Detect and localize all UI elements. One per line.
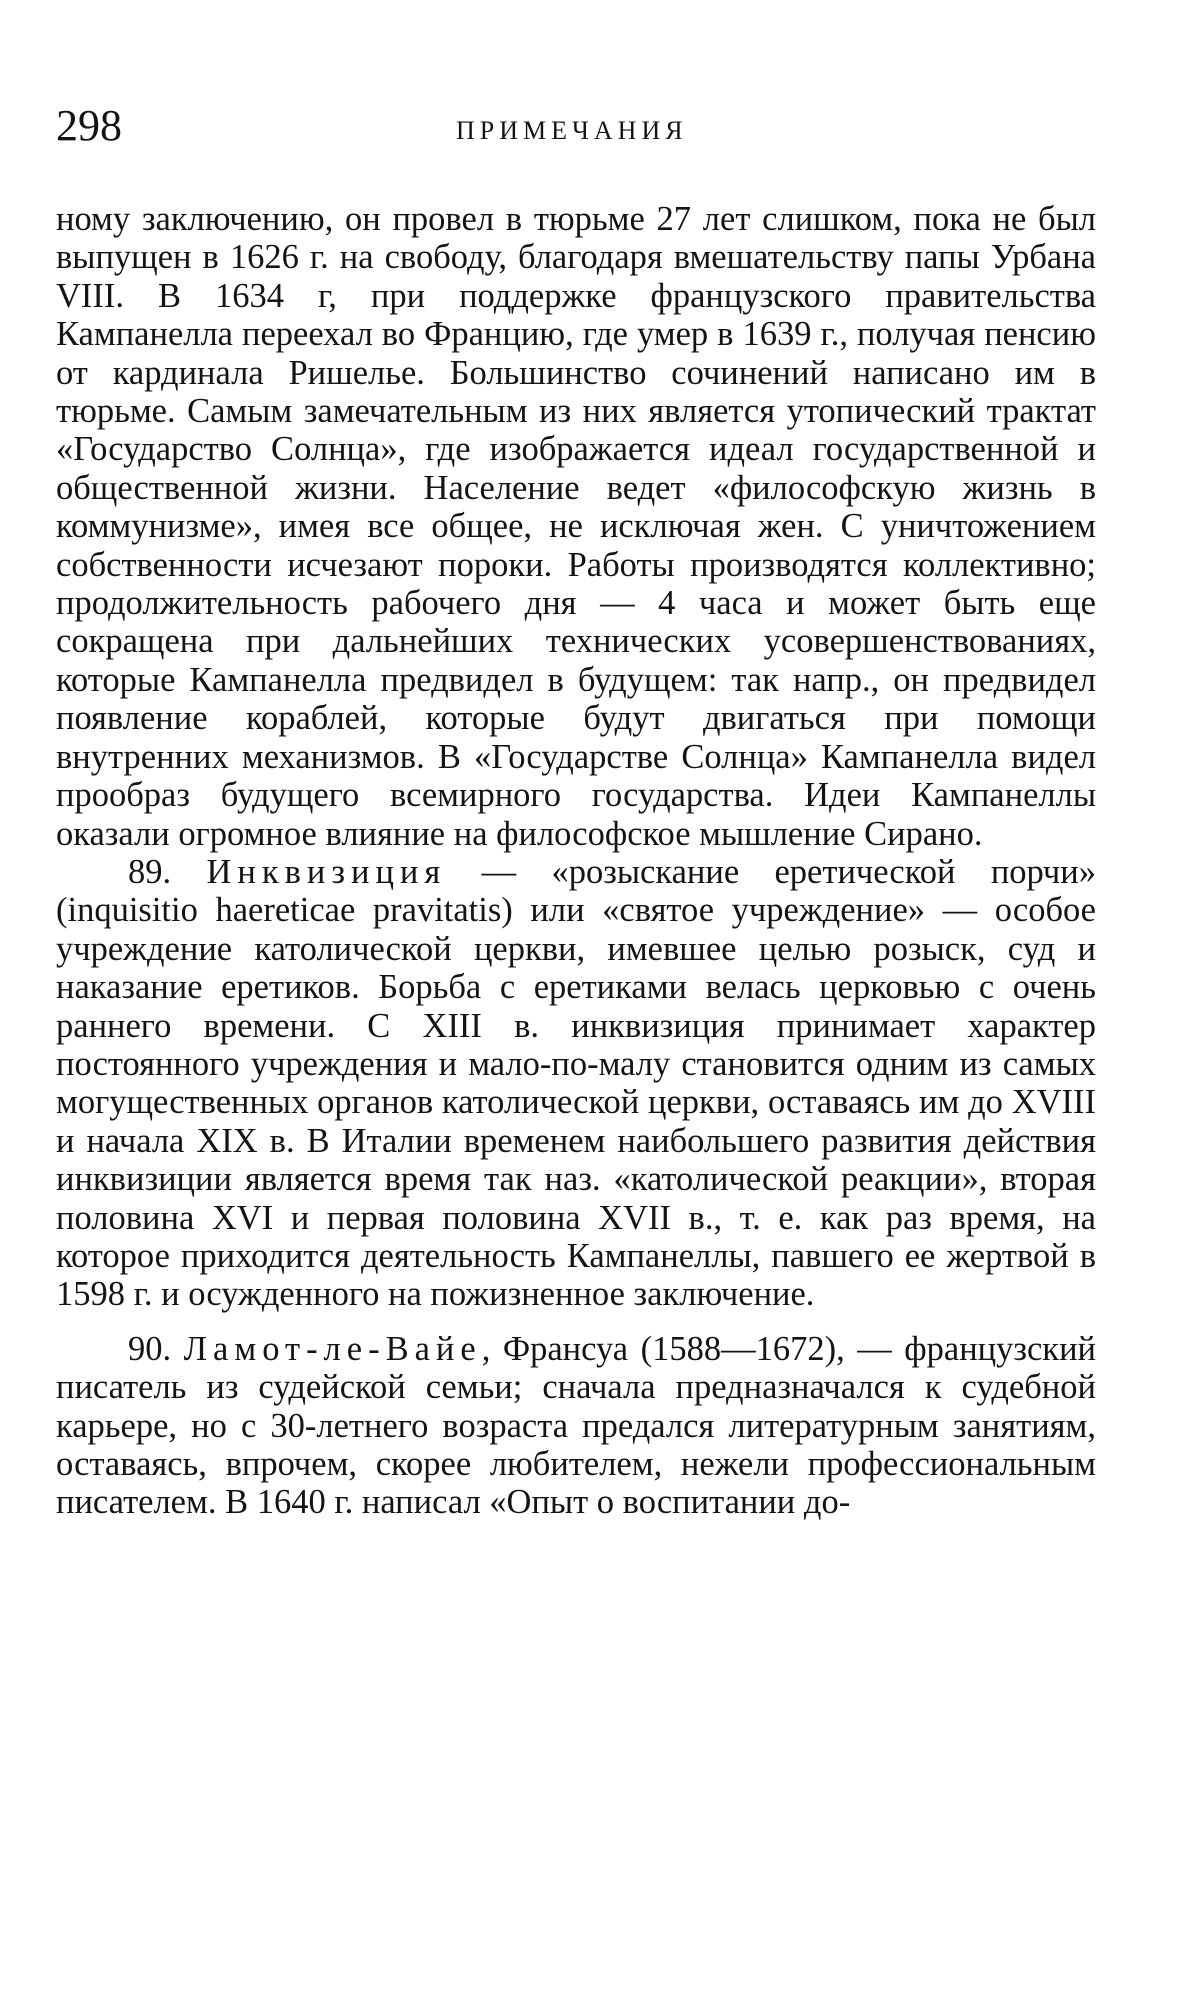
note-90-text: , Франсуа (1588—1672), — французский писатель из судейской семьи; сначала предназначался к судебной карьере, но с 30-летнего возраста предался литературным занятиям, оставаясь, впрочем, скорее любителем, нежели профессиональным писателем. В 1640 г. написал «Опыт о воспитании до-	[56, 1329, 1096, 1522]
running-head: ПРИМЕЧАНИЯ	[456, 116, 688, 145]
note-89-text: — «розыскание еретической порчи» (inquisitio haereticae pravitatis) или «святое учреждение» — особое учреждение католической церкви, имевшее целью розыск, суд и наказание еретиков. Борьба с еретиками велась церковью с очень раннего времени. С XIII в. инквизиция принимает характер постоянного учреждения и мало-по-малу становится одним из самых могущественных органов католической церкви, оставаясь им до XVIII и начала XIX в. В Италии временем наибольшего развития действия инквизиции является время так наз. «католической реакции», вторая половина XVI и первая половина XVII в., т. е. как раз время, на которое приходится деятельность Кампанеллы, павшего ее жертвой в 1598 г. и осужденного на пожизненное заключение.	[56, 852, 1096, 1314]
body-text	[56, 200, 1096, 1522]
note-90	[56, 1330, 1096, 1522]
note-90-number: 90.	[128, 1329, 172, 1368]
page-header	[56, 100, 1106, 160]
continuation-paragraph: ному заключению, он провел в тюрьме 27 лет слишком, пока не был выпущен в 1626 г. на свободу, благодаря вмешательству папы Урбана VIII. В 1634 г, при поддержке французского правительства Кампанелла переехал во Францию, где умер в 1639 г., получая пенсию от кардинала Ришелье. Большинство сочинений написано им в тюрьме. Самым замечательным из них является утопический трактат «Государство Солнца», где изображается идеал государственной и общественной жизни. Население ведет «философскую жизнь в коммунизме», имея все общее, не исключая жен. С уничтожением собственности исчезают пороки. Работы производятся коллективно; продолжительность рабочего дня — 4 часа и может быть еще сокращена при дальнейших технических усовершенствованиях, которые Кампанелла предвидел в будущем: так напр., он предвидел появление кораблей, которые будут двигаться при помощи внутренних механизмов. В «Государстве Солнца» Кампанелла видел прообраз будущего всемирного государства. Идеи Кампанеллы оказали огромное влияние на философское мышление Сирано.	[56, 200, 1096, 853]
note-90-term: Ламот-ле-Вайе	[183, 1329, 482, 1368]
note-89-term: Инквизиция	[206, 852, 447, 891]
note-89	[56, 853, 1096, 1314]
page-number: 298	[56, 101, 122, 150]
note-89-number: 89.	[128, 852, 172, 891]
